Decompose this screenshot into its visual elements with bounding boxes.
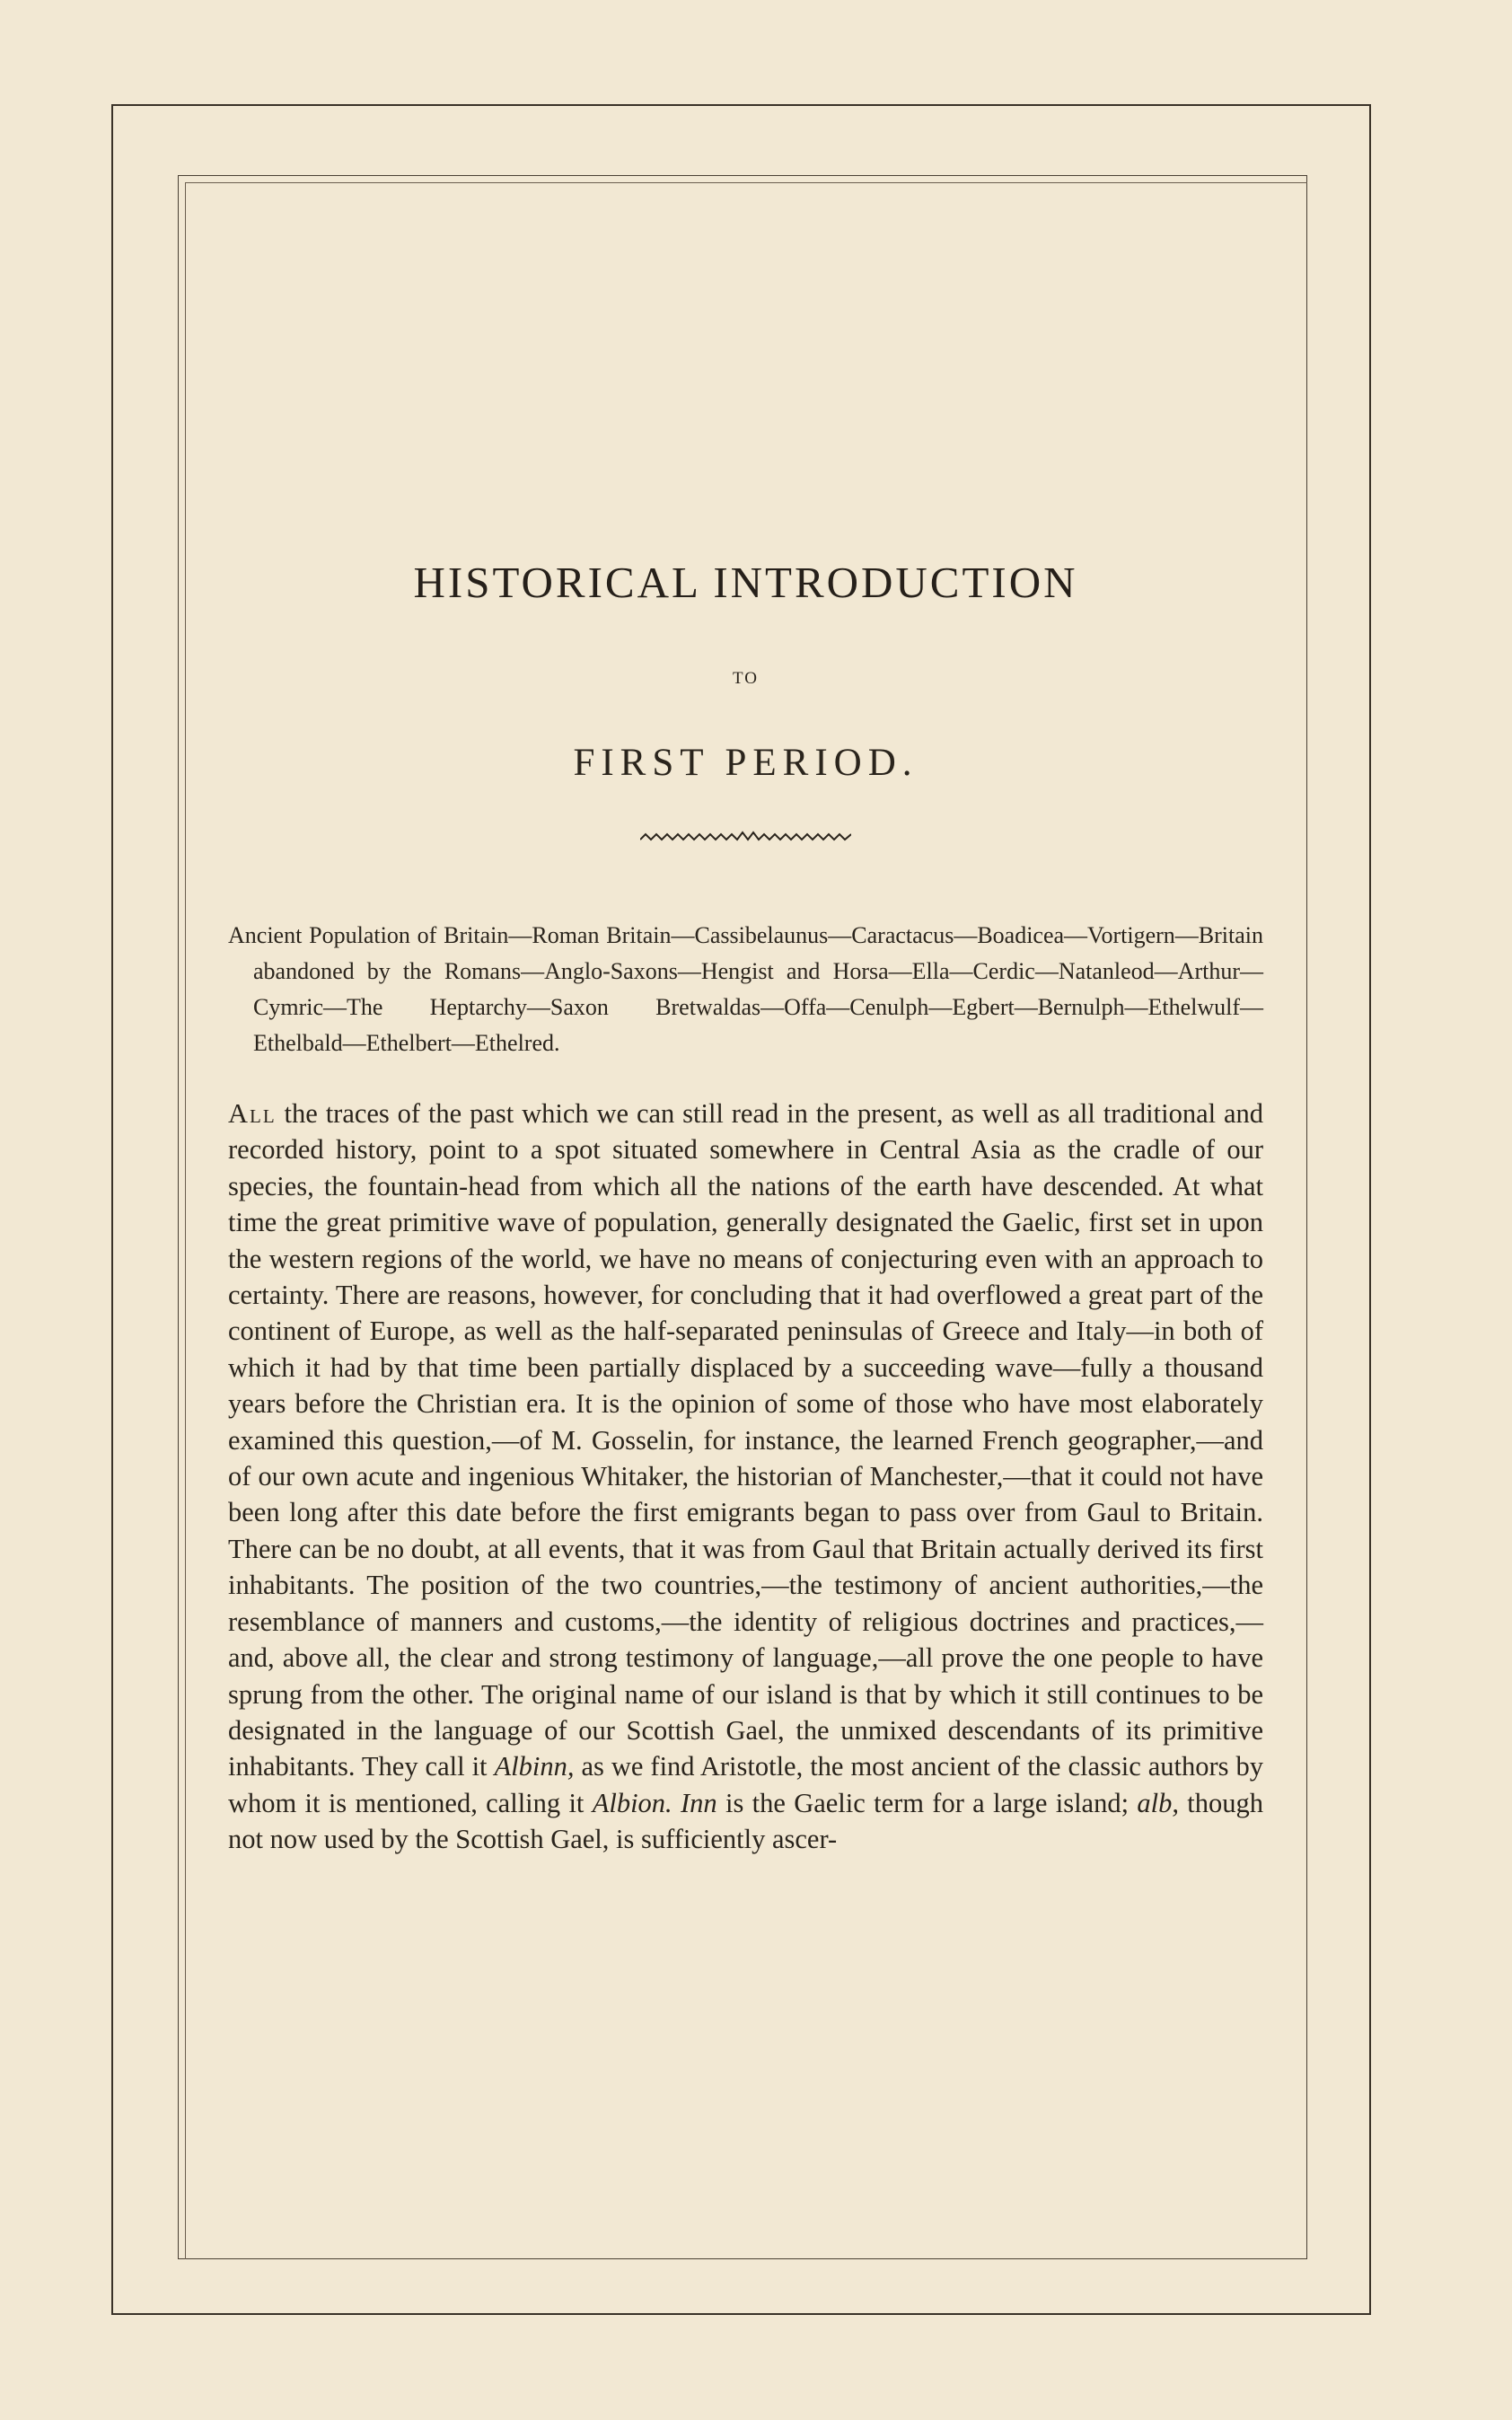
connector-to: TO: [733, 669, 759, 688]
italic-term-inn: Inn: [681, 1787, 717, 1818]
chapter-summary: Ancient Population of Britain—Roman Britain—Cassibelaunus—Caractacus—Boadicea—Vortigern—Britain abandoned by the Romans—Anglo-Saxons—Hengist and Horsa—Ella—Cerdic—Natanleod—Arthur—Cymric—The Heptarchy—Saxon Bretwaldas—Offa—Cenulph—Egbert—Bernulph—Ethelwulf—Ethelbald—Ethelbert—Ethelred.: [228, 922, 1263, 1056]
body-text-segment: the traces of the past which we can still read in the present, as well as all traditional and recorded history, point to a spot situated somewhere in Central Asia as the cradle of our species, the fountain-head from which all the nations of the earth have descended. At what time the great primitive wave of population, generally designated the Gaelic, first set in upon the western regions of the world, we have no means of conjecturing even with an approach to certainty. There are reasons, however, for concluding that it had overflowed a great part of the continent of Europe, as well as the half-separated peninsulas of Greece and Italy—in both of which it had by that time been partially displaced by a succeeding wave—fully a thousand years before the Christian era. It is the opinion of some of those who have most elaborately examined this question,—of M. Gosselin, for instance, the learned French geographer,—and of our own acute and ingenious Whitaker, the historian of Manchester,—that it could not have been long after this date before the first emigrants began to pass over from Gaul to Britain. There can be no doubt, at all events, that it was from Gaul that Britain actually derived its first inhabitants. The position of the two countries,—the testimony of ancient authorities,—the resemblance of manners and customs,—the identity of religious doctrines and practices,—and, above all, the clear and strong testimony of language,—all prove the one people to have sprung from the other. The original name of our island is that by which it still continues to be designated in the language of our Scottish Gael, the unmixed descendants of its primitive inhabitants. They call it: [228, 1098, 1263, 1782]
body-text-segment: is the Gaelic term for a large island;: [716, 1787, 1138, 1818]
page-title: HISTORICAL INTRODUCTION: [413, 558, 1078, 607]
body-paragraph: [228, 1096, 1263, 1858]
italic-term-albion: Albion.: [592, 1787, 672, 1818]
body-text-segment: though not now used by the Scottish Gael, is sufficiently ascer-: [228, 1787, 1264, 1855]
italic-term-alb: alb,: [1137, 1787, 1179, 1818]
page-content: [228, 557, 1263, 1858]
italic-term-albinn: Albinn,: [494, 1751, 575, 1782]
opening-word: All: [228, 1098, 277, 1129]
period-title: FIRST PERIOD.: [573, 742, 919, 784]
wavy-rule-ornament: [640, 830, 851, 842]
body-text-segment: [672, 1788, 681, 1818]
body-text-segment: as we find Aristotle, the most ancient of the classic authors by whom it is mentioned, calling it: [228, 1751, 1264, 1818]
